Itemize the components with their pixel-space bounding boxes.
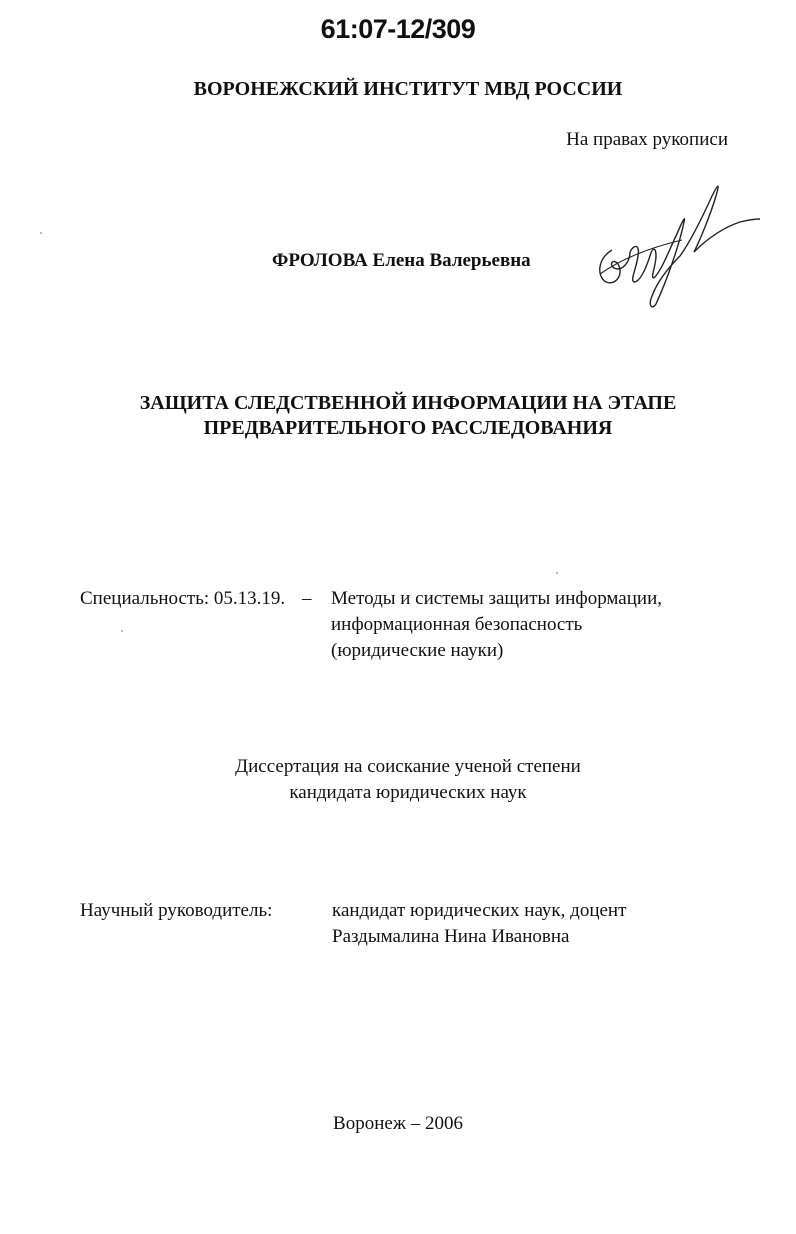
scan-speck bbox=[121, 630, 123, 632]
supervisor-name: Раздымалина Нина Ивановна bbox=[332, 926, 570, 947]
supervisor-label: Научный руководитель: bbox=[80, 900, 273, 921]
title-line-1: ЗАЩИТА СЛЕДСТВЕННОЙ ИНФОРМАЦИИ НА ЭТАПЕ bbox=[139, 392, 677, 414]
specialty-label: Специальность: 05.13.19. bbox=[80, 588, 286, 609]
archive-code: 61:07-12/309 bbox=[320, 14, 476, 44]
dissertation-degree bbox=[0, 754, 796, 806]
city-year: Воронеж – 2006 bbox=[333, 1113, 463, 1134]
specialty-line-1: Методы и системы защиты информации, bbox=[331, 588, 662, 609]
degree-line-2: кандидата юридических наук bbox=[289, 782, 527, 803]
supervisor-degree: кандидат юридических наук, доцент bbox=[332, 900, 627, 921]
institute-name: ВОРОНЕЖСКИЙ ИНСТИТУТ МВД РОССИИ bbox=[193, 78, 623, 100]
supervisor-details bbox=[332, 898, 626, 950]
manuscript-rights-note: На правах рукописи bbox=[566, 129, 728, 150]
specialty-line-3: (юридические науки) bbox=[331, 640, 504, 661]
specialty-description bbox=[331, 586, 662, 664]
specialty-dash: – bbox=[302, 588, 312, 609]
handwritten-signature bbox=[590, 178, 765, 313]
author-name: ФРОЛОВА Елена Валерьевна bbox=[272, 250, 531, 271]
dissertation-title bbox=[0, 391, 796, 441]
title-line-2: ПРЕДВАРИТЕЛЬНОГО РАССЛЕДОВАНИЯ bbox=[203, 417, 613, 439]
scan-speck bbox=[40, 232, 42, 234]
scan-speck bbox=[556, 572, 558, 574]
specialty-line-2: информационная безопасность bbox=[331, 614, 583, 635]
degree-line-1: Диссертация на соискание ученой степени bbox=[235, 756, 581, 777]
